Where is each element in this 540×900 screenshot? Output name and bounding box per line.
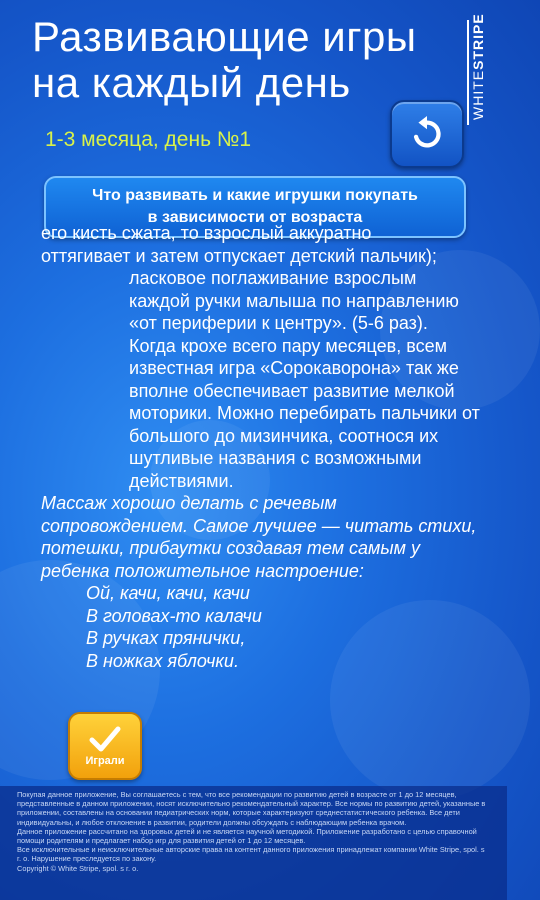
disclaimer-paragraph: Данное приложение рассчитано на здоровых детей и не является научной методикой. Приложение разработано с целью справочной помощи родителям и предлагает набор игр для развития детей от 1 до 12 месяцев.: [17, 826, 477, 846]
verse-line: В ножках яблочки.: [86, 650, 239, 671]
age-info-line-1: Что развивать и какие игрушки покупать: [92, 187, 418, 204]
paragraph-2: ласковое поглаживание взрослым каждой ручки малыша по направлению «от периферии к центру». (5-6 раз).: [129, 268, 459, 333]
verse-line: В ручках прянички,: [86, 628, 246, 648]
paragraph-1: оттягивает и затем отпускает детский пальчик);: [41, 245, 437, 266]
disclaimer-paragraph: Все исключительные и неисключительные авторские права на контент данного приложения принадлежат компании White Stripe, spol. s r. o. Нарушение преследуется по закону.: [17, 845, 485, 864]
undo-arrow-icon: [408, 115, 446, 153]
verse-line: В головах-то калачи: [86, 605, 262, 626]
verse-line: Ой, качи, качи, качи: [86, 583, 250, 603]
played-button-label: Играли: [85, 755, 125, 767]
brand-bold-text: STRIPE: [470, 13, 486, 70]
disclaimer-paragraph: Покупая данное приложение, Вы соглашаетесь с тем, что все рекомендации по развитию детей в возрасте от 1 до 12 месяцев, представленные в данном приложении, носят исключительно рекомендательный характер. Все нормы по развитию детей, указанные в приложении, составлены на основании педиатрических норм, которые характеризуют среднестатистического ребенка. Все дети индивидуальны, и любое отклонение в развитии, родители должны обсуждать с наблюдающим ребенка врачом.: [17, 790, 486, 827]
paragraph-cut: его кисть сжата, то взрослый аккуратно: [41, 223, 372, 243]
brand-logo: [470, 13, 486, 120]
checkmark-icon: [89, 725, 121, 753]
paragraph-4: Массаж хорошо делать с речевым сопровождением. Самое лучшее — читать стихи, потешки, прибаутки создавая тем самым у ребенка положительное настроение:: [41, 493, 477, 581]
brand-light-text: WHITE: [470, 69, 486, 120]
brand-divider: [467, 20, 469, 125]
age-info-line-2: в зависимости от возраста: [147, 209, 363, 226]
played-button[interactable]: [68, 712, 142, 780]
article-content[interactable]: [41, 223, 481, 706]
copyright: Copyright © White Stripe, spol. s r. o.: [17, 863, 139, 873]
day-subtitle: 1-3 месяца, день №1: [45, 128, 252, 151]
disclaimer: [0, 786, 507, 900]
paragraph-3: Когда крохе всего пару месяцев, всем известная игра «Сорокаворона» так же вполне обеспечивает развитие мелкой моторики. Можно перебирать пальчики от большого до мизинчика, соотнося их шутливые названия с возможными действиями.: [129, 335, 480, 491]
back-button[interactable]: [390, 100, 464, 168]
page-title: Развивающие игры на каждый день: [32, 13, 417, 106]
